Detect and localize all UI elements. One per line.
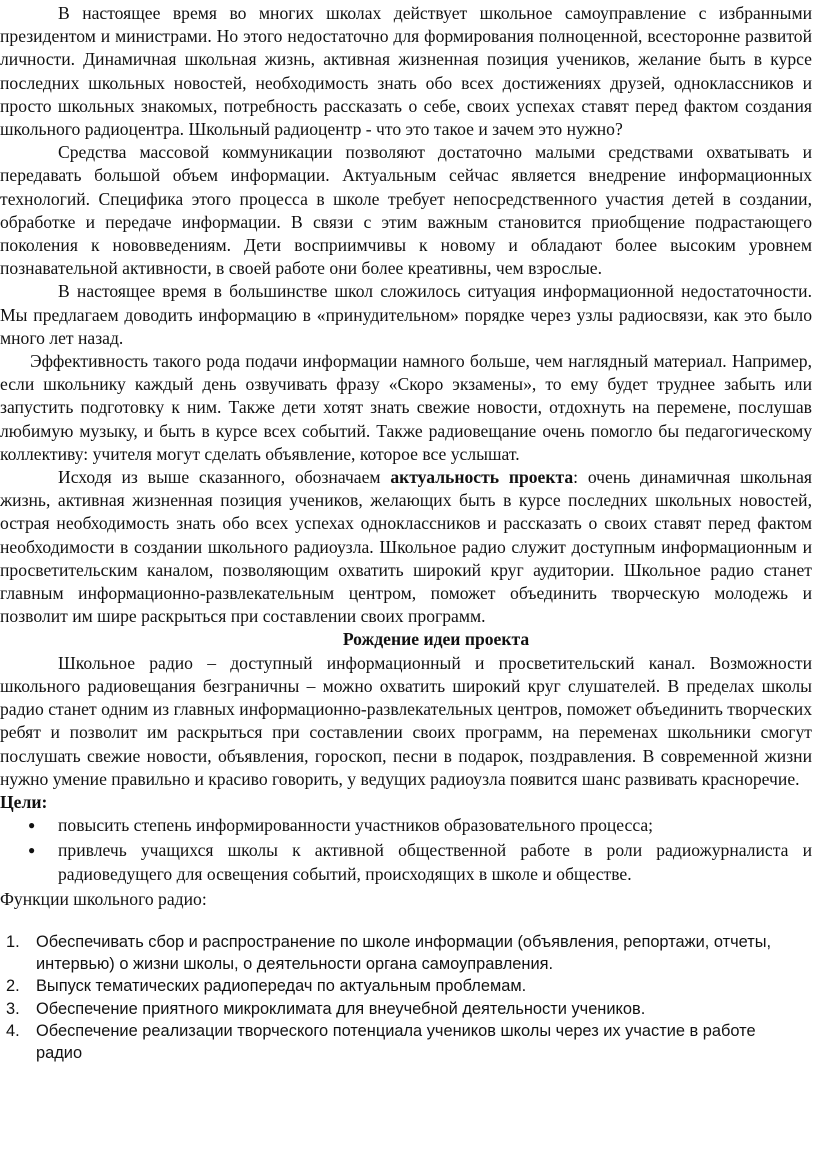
- item-number: 2.: [6, 977, 20, 996]
- bullet-icon: ●: [28, 818, 36, 833]
- item-number: 1.: [6, 932, 20, 951]
- paragraph-info-shortage: В настоящее время в большинстве школ сложилось ситуация информационной недостаточности. Мы предлагаем доводить информацию в «принудительном» порядке через узлы радиосвязи, как это было много лет назад.: [0, 281, 812, 348]
- functions-title: Функции школьного радио:: [0, 888, 207, 909]
- relevance-bold-term: актуальность проекта: [390, 467, 574, 488]
- function-text: Выпуск тематических радиопередач по актуальным проблемам.: [36, 977, 527, 996]
- relevance-lead: Исходя из выше сказанного, обозначаем: [58, 467, 391, 488]
- list-item: [6, 998, 812, 1020]
- goals-title: Цели:: [0, 791, 48, 812]
- paragraph-relevance: [0, 466, 812, 628]
- function-text: Обеспечение реализации творческого потенциала учеников школы через их участие в работе радио: [36, 1021, 756, 1062]
- list-item: [28, 814, 812, 837]
- function-text: Обеспечение приятного микроклимата для внеучебной деятельности учеников.: [36, 999, 646, 1018]
- list-item: [6, 931, 812, 975]
- paragraph-effectiveness: Эффективность такого рода подачи информации намного больше, чем наглядный материал. Например, если школьнику каждый день озвучивать фразу «Скоро экзамены», то ему будет труднее забыть или запустить подготовку к ним. Также дети хотят знать свежие новости, отдохнуть на перемене, послушав любимую музыку, и быть в курсе всех событий. Также радиовещание очень помогло бы педагогическому коллективу: учителя могут сделать объявление, которое все услышат.: [0, 351, 812, 464]
- section-heading: Рождение идеи проекта: [342, 629, 530, 650]
- paragraph-school-radio: Школьное радио – доступный информационный и просветительский канал. Возможности школьного радиовещания безграничны – можно охватить широкий круг слушателей. В пределах школы радио станет одним из главных информационно-развлекательных центров, поможет объединить творческих ребят и позволит им раскрыться при составлении своих программ, на переменах школьники смогут послушать свежие новости, объявления, гороскоп, песни в подарок, поздравления. В современной жизни нужно умение правильно и красиво говорить, у ведущих радиоузла появится шанс развивать красноречие.: [0, 652, 812, 789]
- goals-list: [0, 814, 812, 886]
- goal-text: привлечь учащихся школы к активной общественной работе в роли радиожурналиста и радиоведущего для освещения событий, происходящих в школе и обществе.: [58, 840, 812, 884]
- functions-list: [0, 931, 812, 1064]
- paragraph-mass-media: Средства массовой коммуникации позволяют достаточно малыми средствами охватывать и передавать большой объем информации. Актуальным сейчас является внедрение информационных технологий. Специфика этого процесса в школе требует непосредственного участия детей в создании, обработке и передаче информации. В связи с этим важным становится приобщение подрастающего поколения к нововведениям. Дети восприимчивы к новому и обладают более высоким уровнем познавательной активности, в своей работе они более креативны, чем взрослые.: [0, 142, 812, 279]
- list-item: [6, 975, 812, 997]
- paragraph-intro: В настоящее время во многих школах действует школьное самоуправление с избранными президентом и министрами. Но этого недостаточно для формирования полноценной, всесторонне развитой личности. Динамичная школьная жизнь, активная жизненная позиция учеников, желание быть в курсе последних школьных новостей, необходимость знать обо всех достижениях друзей, одноклассников и просто школьных знакомых, потребность рассказать о себе, своих успехах ставят перед фактом создания школьного радиоцентра. Школьный радиоцентр - что это такое и зачем это нужно?: [0, 3, 812, 140]
- bullet-icon: ●: [28, 843, 36, 858]
- list-item: [6, 1020, 812, 1064]
- function-text: Обеспечивать сбор и распространение по школе информации (объявления, репортажи, отчеты, интервью) о жизни школы, о деятельности органа самоуправления.: [36, 932, 772, 974]
- list-item: [28, 839, 812, 885]
- item-number: 4.: [6, 1021, 20, 1040]
- item-number: 3.: [6, 999, 20, 1018]
- relevance-rest: : очень динамичная школьная жизнь, активная жизненная позиция учеников, желающих быть в курсе последних школьных новостей, острая необходимость знать обо всех успехах одноклассников и рассказать о своих ставят перед фактом необходимости в создании школьного радиоузла. Школьное радио служит доступным информационным и просветительским каналом, позволяющим охватить широкий круг аудитории. Школьное радио станет главным информационно-развлекательным центром, поможет объединить творческую молодежь и позволит им шире раскрыться при составлении своих программ.: [0, 467, 812, 627]
- goal-text: повысить степень информированности участников образовательного процесса;: [58, 815, 654, 836]
